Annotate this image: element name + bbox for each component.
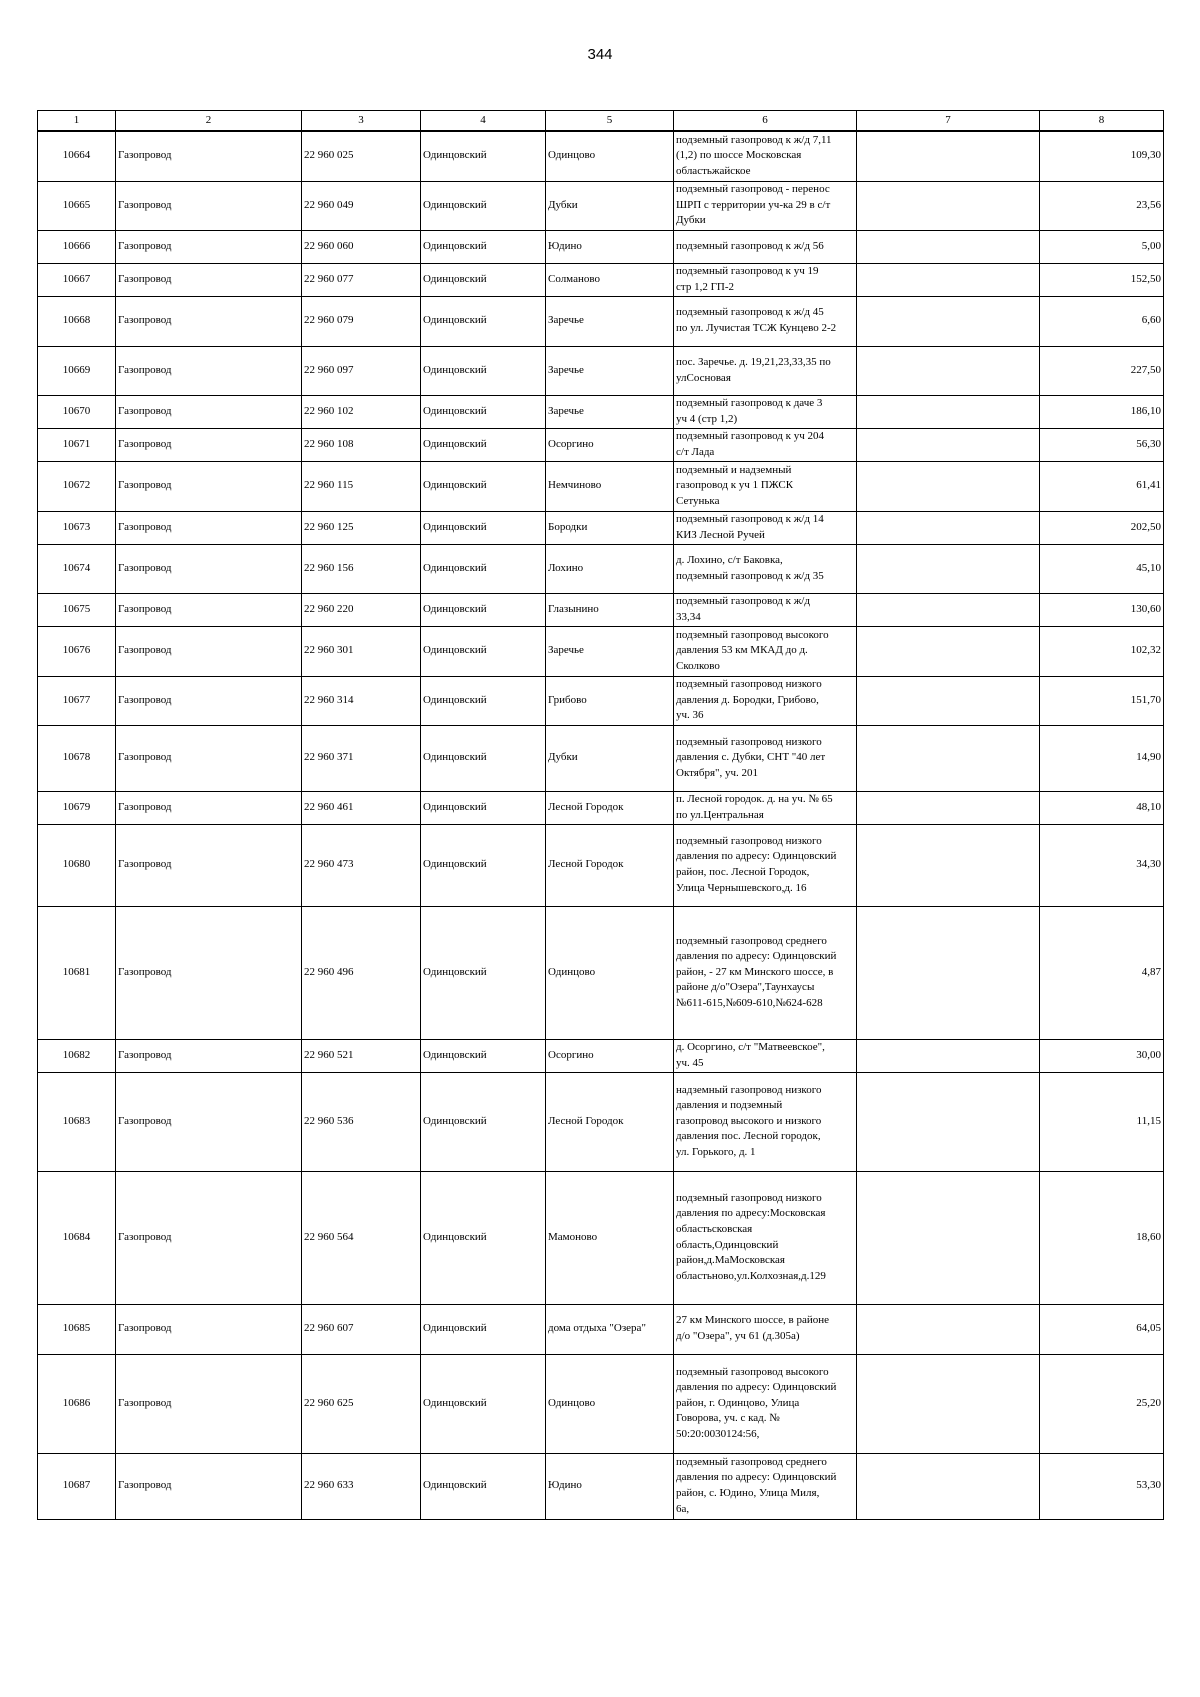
- cell-district: Одинцовский: [421, 131, 546, 181]
- cell-number: 10680: [38, 824, 116, 906]
- table-row: [38, 428, 1164, 461]
- cell-district: Одинцовский: [421, 181, 546, 230]
- cell-number: 10668: [38, 296, 116, 346]
- cell-object-type: Газопровод: [116, 1072, 302, 1171]
- cell-code: 22 960 097: [302, 346, 421, 395]
- cell-object-type: Газопровод: [116, 791, 302, 824]
- cell-number: 10679: [38, 791, 116, 824]
- header-col-4: 4: [421, 111, 546, 132]
- cell-description: подземный газопровод низкого давления по адресу:Московская областьсковская область,Одинцовский район,д.МаМосковская областьново,ул.Колхозная,д.129: [674, 1171, 857, 1304]
- table-row: [38, 346, 1164, 395]
- cell-value: 102,32: [1040, 626, 1164, 676]
- cell-number: 10671: [38, 428, 116, 461]
- header-col-7: 7: [857, 111, 1040, 132]
- cell-locality: Одинцово: [546, 131, 674, 181]
- cell-code: 22 960 564: [302, 1171, 421, 1304]
- cell-locality: Заречье: [546, 296, 674, 346]
- cell-locality: Осоргино: [546, 1039, 674, 1072]
- cell-col7: [857, 676, 1040, 725]
- cell-number: 10672: [38, 461, 116, 511]
- cell-district: Одинцовский: [421, 676, 546, 725]
- table-row: [38, 1072, 1164, 1171]
- table-body: [38, 131, 1164, 1519]
- cell-col7: [857, 181, 1040, 230]
- cell-object-type: Газопровод: [116, 906, 302, 1039]
- cell-col7: [857, 428, 1040, 461]
- cell-district: Одинцовский: [421, 1039, 546, 1072]
- cell-code: 22 960 473: [302, 824, 421, 906]
- cell-number: 10673: [38, 511, 116, 544]
- cell-col7: [857, 1354, 1040, 1453]
- cell-number: 10664: [38, 131, 116, 181]
- cell-value: 61,41: [1040, 461, 1164, 511]
- cell-object-type: Газопровод: [116, 346, 302, 395]
- cell-object-type: Газопровод: [116, 1171, 302, 1304]
- cell-code: 22 960 102: [302, 395, 421, 428]
- cell-value: 202,50: [1040, 511, 1164, 544]
- cell-locality: Заречье: [546, 346, 674, 395]
- cell-locality: Лесной Городок: [546, 791, 674, 824]
- table-row: [38, 511, 1164, 544]
- cell-locality: Бородки: [546, 511, 674, 544]
- cell-value: 23,56: [1040, 181, 1164, 230]
- cell-number: 10686: [38, 1354, 116, 1453]
- cell-description: д. Осоргино, с/т "Матвеевское", уч. 45: [674, 1039, 857, 1072]
- cell-col7: [857, 906, 1040, 1039]
- cell-code: 22 960 301: [302, 626, 421, 676]
- cell-object-type: Газопровод: [116, 230, 302, 263]
- table-row: [38, 1453, 1164, 1519]
- cell-number: 10666: [38, 230, 116, 263]
- cell-code: 22 960 077: [302, 263, 421, 296]
- cell-district: Одинцовский: [421, 511, 546, 544]
- cell-district: Одинцовский: [421, 1304, 546, 1354]
- cell-value: 109,30: [1040, 131, 1164, 181]
- cell-description: подземный газопровод высокого давления по адресу: Одинцовский район, г. Одинцово, Улица Говорова, уч. с кад. № 50:20:0030124:56,: [674, 1354, 857, 1453]
- cell-description: подземный и надземный газопровод к уч 1 ПЖСК Сетунька: [674, 461, 857, 511]
- cell-object-type: Газопровод: [116, 1304, 302, 1354]
- cell-locality: Осоргино: [546, 428, 674, 461]
- table-row: [38, 1354, 1164, 1453]
- cell-value: 34,30: [1040, 824, 1164, 906]
- cell-col7: [857, 791, 1040, 824]
- cell-number: 10682: [38, 1039, 116, 1072]
- cell-number: 10670: [38, 395, 116, 428]
- table-row: [38, 544, 1164, 593]
- cell-description: подземный газопровод к ж/д 7,11 (1,2) по шоссе Московская областьжайское: [674, 131, 857, 181]
- cell-district: Одинцовский: [421, 263, 546, 296]
- cell-locality: Лесной Городок: [546, 824, 674, 906]
- cell-number: 10674: [38, 544, 116, 593]
- table-row: [38, 824, 1164, 906]
- cell-object-type: Газопровод: [116, 824, 302, 906]
- cell-object-type: Газопровод: [116, 511, 302, 544]
- cell-district: Одинцовский: [421, 1453, 546, 1519]
- cell-object-type: Газопровод: [116, 593, 302, 626]
- header-col-1: 1: [38, 111, 116, 132]
- cell-district: Одинцовский: [421, 626, 546, 676]
- cell-number: 10685: [38, 1304, 116, 1354]
- cell-district: Одинцовский: [421, 544, 546, 593]
- cell-value: 227,50: [1040, 346, 1164, 395]
- cell-district: Одинцовский: [421, 461, 546, 511]
- cell-number: 10681: [38, 906, 116, 1039]
- cell-locality: Лесной Городок: [546, 1072, 674, 1171]
- cell-col7: [857, 296, 1040, 346]
- cell-number: 10684: [38, 1171, 116, 1304]
- table-row: [38, 725, 1164, 791]
- cell-district: Одинцовский: [421, 230, 546, 263]
- cell-number: 10683: [38, 1072, 116, 1171]
- cell-col7: [857, 725, 1040, 791]
- cell-district: Одинцовский: [421, 725, 546, 791]
- cell-value: 56,30: [1040, 428, 1164, 461]
- cell-code: 22 960 115: [302, 461, 421, 511]
- cell-number: 10687: [38, 1453, 116, 1519]
- cell-value: 25,20: [1040, 1354, 1164, 1453]
- cell-description: подземный газопровод к даче 3 уч 4 (стр 1,2): [674, 395, 857, 428]
- cell-code: 22 960 079: [302, 296, 421, 346]
- cell-code: 22 960 461: [302, 791, 421, 824]
- header-col-3: 3: [302, 111, 421, 132]
- cell-value: 152,50: [1040, 263, 1164, 296]
- header-row: [38, 111, 1164, 132]
- cell-col7: [857, 346, 1040, 395]
- cell-col7: [857, 1453, 1040, 1519]
- cell-number: 10667: [38, 263, 116, 296]
- cell-code: 22 960 025: [302, 131, 421, 181]
- cell-code: 22 960 314: [302, 676, 421, 725]
- cell-locality: Лохино: [546, 544, 674, 593]
- cell-locality: Юдино: [546, 1453, 674, 1519]
- cell-locality: Солманово: [546, 263, 674, 296]
- cell-description: подземный газопровод к уч 19 стр 1,2 ГП-2: [674, 263, 857, 296]
- cell-col7: [857, 131, 1040, 181]
- cell-description: пос. Заречье. д. 19,21,23,33,35 по улСосновая: [674, 346, 857, 395]
- cell-district: Одинцовский: [421, 791, 546, 824]
- cell-col7: [857, 1039, 1040, 1072]
- cell-description: подземный газопровод к ж/д 56: [674, 230, 857, 263]
- table-row: [38, 296, 1164, 346]
- cell-code: 22 960 156: [302, 544, 421, 593]
- table-row: [38, 593, 1164, 626]
- cell-description: подземный газопровод высокого давления 53 км МКАД до д. Сколково: [674, 626, 857, 676]
- cell-code: 22 960 108: [302, 428, 421, 461]
- cell-description: подземный газопровод низкого давления д. Бородки, Грибово, уч. 36: [674, 676, 857, 725]
- cell-description: подземный газопровод среднего давления по адресу: Одинцовский район, с. Юдино, Улица Миля, 6а,: [674, 1453, 857, 1519]
- cell-locality: Глазынино: [546, 593, 674, 626]
- table-row: [38, 791, 1164, 824]
- cell-locality: Заречье: [546, 626, 674, 676]
- cell-value: 5,00: [1040, 230, 1164, 263]
- cell-district: Одинцовский: [421, 1354, 546, 1453]
- cell-number: 10669: [38, 346, 116, 395]
- cell-code: 22 960 607: [302, 1304, 421, 1354]
- cell-col7: [857, 395, 1040, 428]
- table-row: [38, 395, 1164, 428]
- cell-description: подземный газопровод низкого давления с. Дубки, СНТ "40 лет Октября", уч. 201: [674, 725, 857, 791]
- cell-code: 22 960 049: [302, 181, 421, 230]
- cell-description: подземный газопровод среднего давления по адресу: Одинцовский район, - 27 км Минского шоссе, в районе д/о"Озера",Таунхаусы №611-615,№609-610,№624-628: [674, 906, 857, 1039]
- cell-district: Одинцовский: [421, 296, 546, 346]
- cell-value: 64,05: [1040, 1304, 1164, 1354]
- cell-code: 22 960 521: [302, 1039, 421, 1072]
- cell-object-type: Газопровод: [116, 395, 302, 428]
- registry-table: [37, 110, 1164, 1520]
- cell-locality: Мамоново: [546, 1171, 674, 1304]
- cell-value: 11,15: [1040, 1072, 1164, 1171]
- cell-number: 10675: [38, 593, 116, 626]
- table-row: [38, 1304, 1164, 1354]
- cell-district: Одинцовский: [421, 428, 546, 461]
- cell-locality: Одинцово: [546, 1354, 674, 1453]
- cell-description: подземный газопровод к ж/д 45 по ул. Лучистая ТСЖ Кунцево 2-2: [674, 296, 857, 346]
- cell-description: подземный газопровод - перенос ШРП с территории уч-ка 29 в с/т Дубки: [674, 181, 857, 230]
- cell-district: Одинцовский: [421, 1171, 546, 1304]
- cell-code: 22 960 371: [302, 725, 421, 791]
- cell-col7: [857, 626, 1040, 676]
- cell-code: 22 960 633: [302, 1453, 421, 1519]
- cell-col7: [857, 263, 1040, 296]
- table-row: [38, 1171, 1164, 1304]
- cell-locality: Юдино: [546, 230, 674, 263]
- cell-code: 22 960 496: [302, 906, 421, 1039]
- cell-description: п. Лесной городок. д. на уч. № 65 по ул.Центральная: [674, 791, 857, 824]
- cell-code: 22 960 625: [302, 1354, 421, 1453]
- cell-district: Одинцовский: [421, 395, 546, 428]
- cell-description: подземный газопровод низкого давления по адресу: Одинцовский район, пос. Лесной Городок, Улица Чернышевского,д. 16: [674, 824, 857, 906]
- cell-district: Одинцовский: [421, 1072, 546, 1171]
- header-col-8: 8: [1040, 111, 1164, 132]
- cell-description: д. Лохино, с/т Баковка, подземный газопровод к ж/д 35: [674, 544, 857, 593]
- cell-value: 4,87: [1040, 906, 1164, 1039]
- cell-value: 151,70: [1040, 676, 1164, 725]
- cell-locality: Одинцово: [546, 906, 674, 1039]
- cell-value: 48,10: [1040, 791, 1164, 824]
- cell-object-type: Газопровод: [116, 676, 302, 725]
- cell-col7: [857, 230, 1040, 263]
- cell-object-type: Газопровод: [116, 1354, 302, 1453]
- header-col-5: 5: [546, 111, 674, 132]
- cell-value: 6,60: [1040, 296, 1164, 346]
- cell-object-type: Газопровод: [116, 544, 302, 593]
- table-row: [38, 626, 1164, 676]
- cell-col7: [857, 824, 1040, 906]
- cell-object-type: Газопровод: [116, 131, 302, 181]
- table-row: [38, 263, 1164, 296]
- cell-code: 22 960 125: [302, 511, 421, 544]
- cell-description: подземный газопровод к уч 204 с/т Лада: [674, 428, 857, 461]
- cell-locality: дома отдыха "Озера": [546, 1304, 674, 1354]
- page-number: 344: [587, 46, 613, 63]
- cell-col7: [857, 511, 1040, 544]
- cell-object-type: Газопровод: [116, 725, 302, 791]
- cell-value: 53,30: [1040, 1453, 1164, 1519]
- cell-col7: [857, 544, 1040, 593]
- cell-district: Одинцовский: [421, 824, 546, 906]
- table-row: [38, 676, 1164, 725]
- table-row: [38, 1039, 1164, 1072]
- table-row: [38, 230, 1164, 263]
- cell-code: 22 960 536: [302, 1072, 421, 1171]
- cell-locality: Заречье: [546, 395, 674, 428]
- header-col-6: 6: [674, 111, 857, 132]
- cell-description: подземный газопровод к ж/д 14 КИЗ Лесной Ручей: [674, 511, 857, 544]
- cell-col7: [857, 1171, 1040, 1304]
- cell-object-type: Газопровод: [116, 181, 302, 230]
- cell-value: 186,10: [1040, 395, 1164, 428]
- cell-number: 10678: [38, 725, 116, 791]
- cell-locality: Немчиново: [546, 461, 674, 511]
- cell-number: 10677: [38, 676, 116, 725]
- cell-object-type: Газопровод: [116, 296, 302, 346]
- cell-object-type: Газопровод: [116, 428, 302, 461]
- cell-object-type: Газопровод: [116, 263, 302, 296]
- table-row: [38, 181, 1164, 230]
- cell-number: 10676: [38, 626, 116, 676]
- cell-description: надземный газопровод низкого давления и подземный газопровод высокого и низкого давления пос. Лесной городок, ул. Горького, д. 1: [674, 1072, 857, 1171]
- cell-col7: [857, 1304, 1040, 1354]
- header-col-2: 2: [116, 111, 302, 132]
- cell-locality: Дубки: [546, 181, 674, 230]
- cell-code: 22 960 220: [302, 593, 421, 626]
- cell-value: 14,90: [1040, 725, 1164, 791]
- cell-district: Одинцовский: [421, 346, 546, 395]
- table-row: [38, 461, 1164, 511]
- cell-value: 18,60: [1040, 1171, 1164, 1304]
- table-row: [38, 906, 1164, 1039]
- cell-col7: [857, 593, 1040, 626]
- cell-col7: [857, 461, 1040, 511]
- cell-object-type: Газопровод: [116, 626, 302, 676]
- cell-col7: [857, 1072, 1040, 1171]
- cell-code: 22 960 060: [302, 230, 421, 263]
- cell-object-type: Газопровод: [116, 461, 302, 511]
- cell-locality: Дубки: [546, 725, 674, 791]
- cell-description: 27 км Минского шоссе, в районе д/о "Озера", уч 61 (д.305а): [674, 1304, 857, 1354]
- cell-locality: Грибово: [546, 676, 674, 725]
- cell-object-type: Газопровод: [116, 1039, 302, 1072]
- cell-district: Одинцовский: [421, 593, 546, 626]
- cell-value: 30,00: [1040, 1039, 1164, 1072]
- cell-object-type: Газопровод: [116, 1453, 302, 1519]
- cell-value: 130,60: [1040, 593, 1164, 626]
- cell-number: 10665: [38, 181, 116, 230]
- cell-district: Одинцовский: [421, 906, 546, 1039]
- cell-description: подземный газопровод к ж/д 33,34: [674, 593, 857, 626]
- cell-value: 45,10: [1040, 544, 1164, 593]
- table-row: [38, 131, 1164, 181]
